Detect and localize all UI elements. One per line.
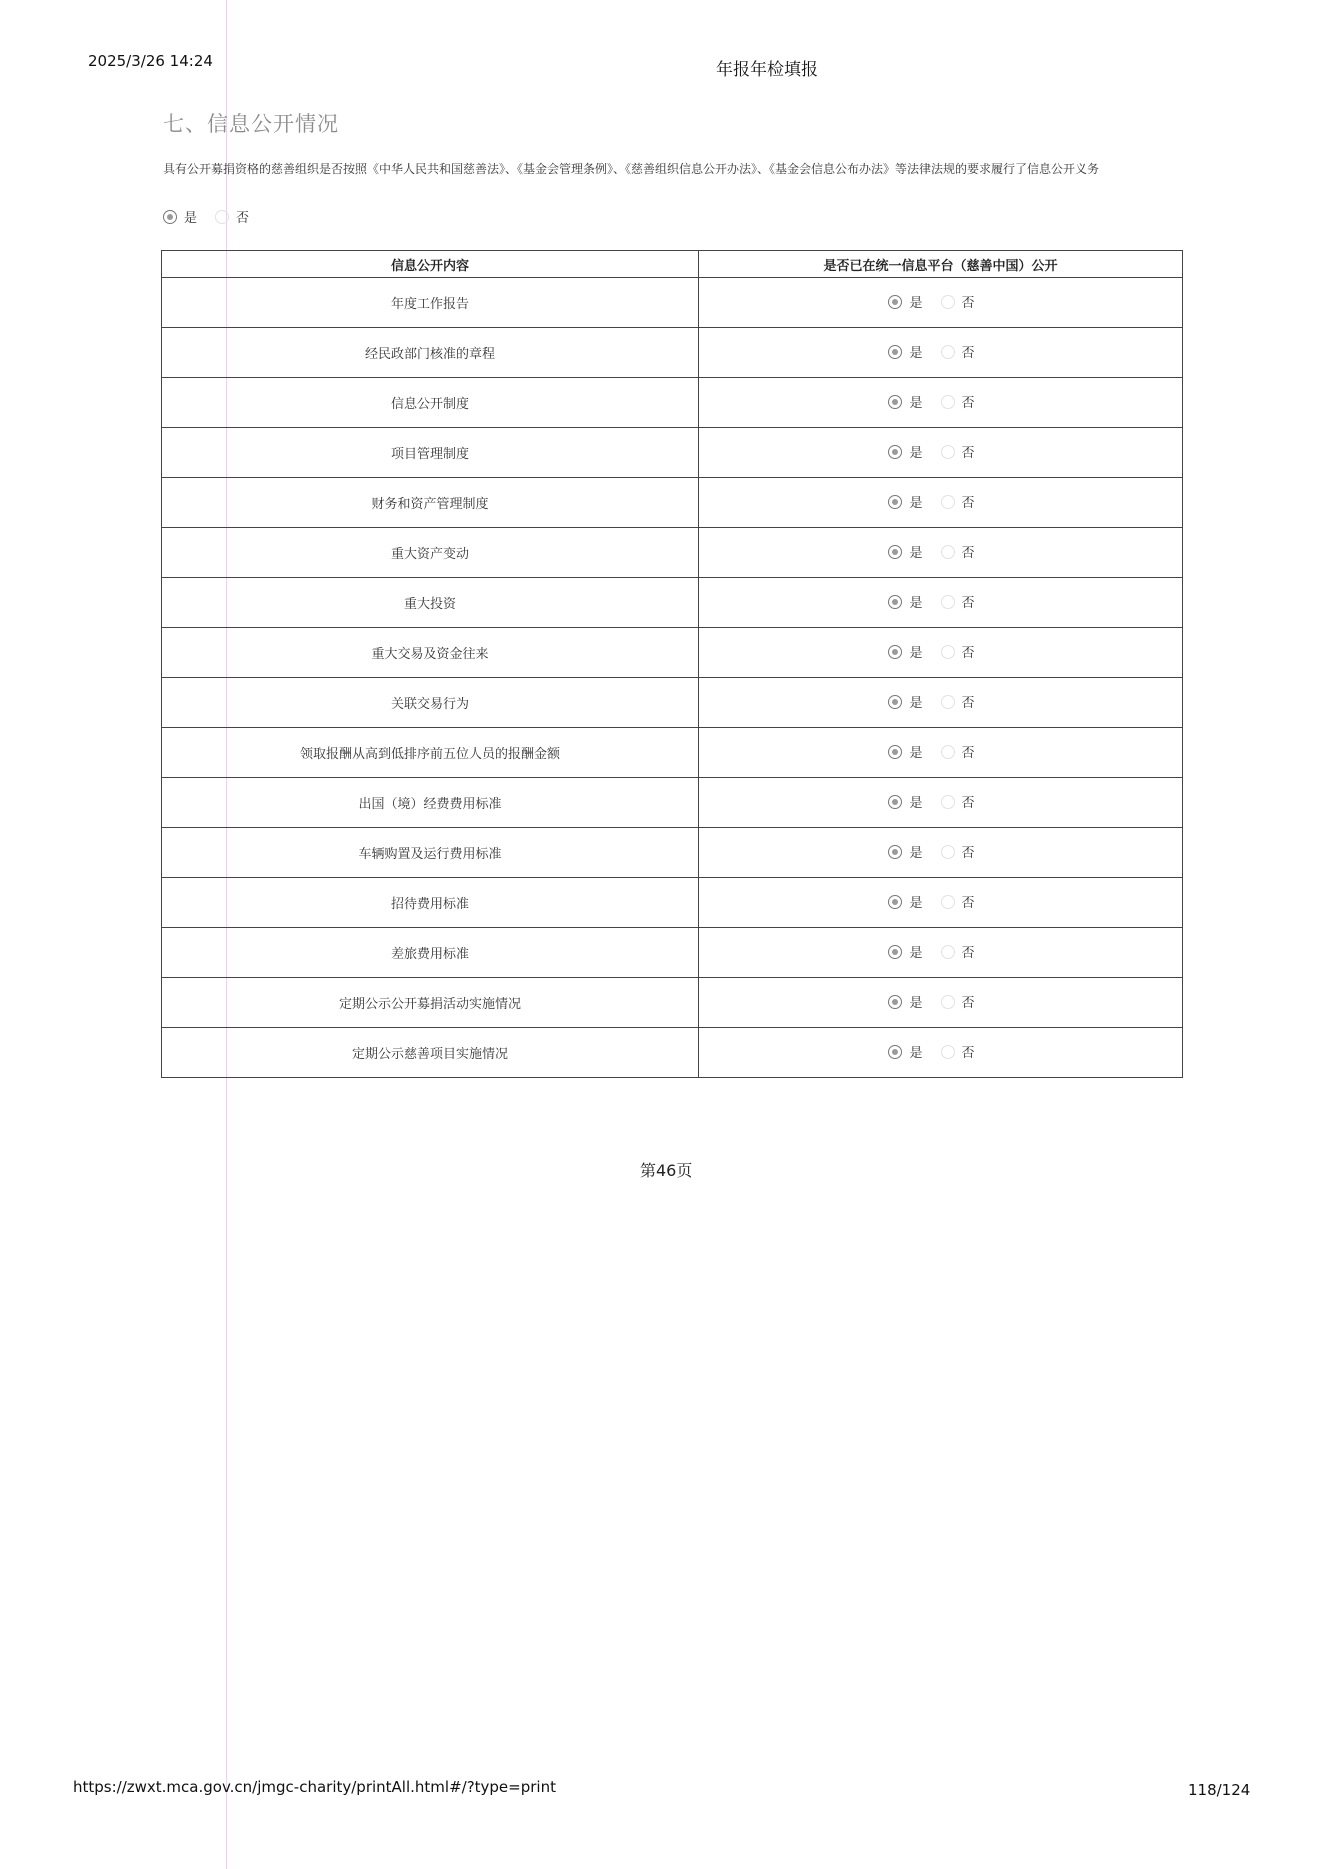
yes-radio[interactable]: [888, 545, 902, 559]
header-published: 是否已在统一信息平台（慈善中国）公开: [699, 251, 1183, 278]
table-row: [162, 728, 1183, 778]
yes-label: 是: [909, 746, 923, 762]
yes-label: 是: [909, 646, 923, 662]
table-row: [162, 428, 1183, 478]
disclosure-item: 招待费用标准: [162, 878, 699, 928]
no-label: 否: [961, 546, 975, 562]
section-title: 七、信息公开情况: [163, 112, 339, 136]
yes-label: 是: [909, 1046, 923, 1062]
yes-label: 是: [909, 846, 923, 862]
disclosure-status: [699, 678, 1183, 728]
yes-label: 是: [909, 446, 923, 462]
disclosure-status: [699, 528, 1183, 578]
yes-radio[interactable]: [888, 795, 902, 809]
yes-radio[interactable]: [888, 645, 902, 659]
yes-radio[interactable]: [888, 345, 902, 359]
radio-group: [888, 542, 992, 561]
disclosure-status: [699, 578, 1183, 628]
no-radio[interactable]: [941, 295, 955, 309]
disclosure-question: 具有公开募捐资格的慈善组织是否按照《中华人民共和国慈善法》、《基金会管理条例》、《慈善组织信息公开办法》、《基金会信息公布办法》等法律法规的要求履行了信息公开义务: [163, 162, 1100, 176]
yes-radio[interactable]: [888, 1045, 902, 1059]
disclosure-status: [699, 478, 1183, 528]
no-label: 否: [961, 396, 975, 412]
footer-page-count: 118/124: [1188, 1781, 1251, 1799]
disclosure-status: [699, 728, 1183, 778]
no-label: 否: [961, 496, 975, 512]
table-row: [162, 378, 1183, 428]
no-label: 否: [961, 946, 975, 962]
radio-group: [888, 842, 992, 861]
disclosure-item: 项目管理制度: [162, 428, 699, 478]
table-row: [162, 578, 1183, 628]
table-row: [162, 328, 1183, 378]
yes-label: 是: [909, 696, 923, 712]
yes-radio[interactable]: [888, 395, 902, 409]
table-row: [162, 778, 1183, 828]
yes-label: 是: [909, 396, 923, 412]
no-label: 否: [961, 296, 975, 312]
no-radio[interactable]: [941, 445, 955, 459]
page-title: 年报年检填报: [716, 60, 818, 80]
yes-radio[interactable]: [888, 695, 902, 709]
disclosure-status: [699, 878, 1183, 928]
answer-no-radio[interactable]: [215, 210, 229, 224]
disclosure-status: [699, 428, 1183, 478]
no-radio[interactable]: [941, 1045, 955, 1059]
yes-radio[interactable]: [888, 495, 902, 509]
disclosure-item: 信息公开制度: [162, 378, 699, 428]
disclosure-item: 出国（境）经费费用标准: [162, 778, 699, 828]
no-label: 否: [961, 996, 975, 1012]
disclosure-table: [161, 250, 1183, 1078]
no-radio[interactable]: [941, 745, 955, 759]
radio-group: [888, 442, 992, 461]
disclosure-item: 年度工作报告: [162, 278, 699, 328]
table-header-row: [162, 251, 1183, 278]
disclosure-item: 差旅费用标准: [162, 928, 699, 978]
radio-group: [888, 742, 992, 761]
table-row: [162, 828, 1183, 878]
radio-group: [888, 792, 992, 811]
disclosure-item: 经民政部门核准的章程: [162, 328, 699, 378]
yes-radio[interactable]: [888, 995, 902, 1009]
no-label: 否: [961, 646, 975, 662]
table-row: [162, 278, 1183, 328]
yes-radio[interactable]: [888, 895, 902, 909]
table-row: [162, 978, 1183, 1028]
no-radio[interactable]: [941, 495, 955, 509]
no-radio[interactable]: [941, 595, 955, 609]
radio-group: [888, 992, 992, 1011]
disclosure-status: [699, 928, 1183, 978]
answer-yes-label: 是: [184, 211, 198, 226]
yes-label: 是: [909, 596, 923, 612]
yes-label: 是: [909, 946, 923, 962]
table-row: [162, 628, 1183, 678]
disclosure-item: 定期公示慈善项目实施情况: [162, 1028, 699, 1078]
yes-radio[interactable]: [888, 945, 902, 959]
no-label: 否: [961, 896, 975, 912]
disclosure-item: 定期公示公开募捐活动实施情况: [162, 978, 699, 1028]
yes-label: 是: [909, 496, 923, 512]
no-radio[interactable]: [941, 895, 955, 909]
answer-yes-radio[interactable]: [163, 210, 177, 224]
no-radio[interactable]: [941, 545, 955, 559]
disclosure-status: [699, 278, 1183, 328]
radio-group: [888, 892, 992, 911]
disclosure-status: [699, 1028, 1183, 1078]
disclosure-status: [699, 978, 1183, 1028]
radio-group: [888, 592, 992, 611]
print-datetime: 2025/3/26 14:24: [88, 52, 213, 70]
footer-url: https://zwxt.mca.gov.cn/jmgc-charity/printAll.html#/?type=print: [73, 1778, 556, 1796]
disclosure-answer-group: [163, 207, 267, 226]
radio-group: [888, 642, 992, 661]
no-radio[interactable]: [941, 995, 955, 1009]
disclosure-item: 关联交易行为: [162, 678, 699, 728]
table-row: [162, 1028, 1183, 1078]
disclosure-item: 重大资产变动: [162, 528, 699, 578]
yes-label: 是: [909, 896, 923, 912]
no-label: 否: [961, 596, 975, 612]
disclosure-status: [699, 328, 1183, 378]
radio-group: [888, 392, 992, 411]
table-row: [162, 878, 1183, 928]
no-radio[interactable]: [941, 945, 955, 959]
disclosure-item: 重大投资: [162, 578, 699, 628]
no-label: 否: [961, 796, 975, 812]
table-row: [162, 928, 1183, 978]
answer-no-label: 否: [236, 211, 250, 226]
disclosure-item: 重大交易及资金往来: [162, 628, 699, 678]
disclosure-item: 领取报酬从高到低排序前五位人员的报酬金额: [162, 728, 699, 778]
table-row: [162, 528, 1183, 578]
no-label: 否: [961, 446, 975, 462]
radio-group: [888, 342, 992, 361]
disclosure-item: 财务和资产管理制度: [162, 478, 699, 528]
no-radio[interactable]: [941, 845, 955, 859]
no-radio[interactable]: [941, 695, 955, 709]
no-label: 否: [961, 1046, 975, 1062]
radio-group: [888, 492, 992, 511]
yes-radio[interactable]: [888, 745, 902, 759]
radio-group: [888, 292, 992, 311]
radio-group: [888, 942, 992, 961]
disclosure-status: [699, 628, 1183, 678]
page-number: 第46页: [640, 1161, 693, 1180]
yes-radio[interactable]: [888, 845, 902, 859]
table-row: [162, 478, 1183, 528]
disclosure-status: [699, 778, 1183, 828]
disclosure-status: [699, 378, 1183, 428]
radio-group: [888, 692, 992, 711]
no-radio[interactable]: [941, 645, 955, 659]
yes-label: 是: [909, 546, 923, 562]
yes-radio[interactable]: [888, 445, 902, 459]
no-label: 否: [961, 696, 975, 712]
disclosure-status: [699, 828, 1183, 878]
no-radio[interactable]: [941, 795, 955, 809]
yes-label: 是: [909, 346, 923, 362]
no-label: 否: [961, 846, 975, 862]
table-row: [162, 678, 1183, 728]
radio-group: [888, 1042, 992, 1061]
no-radio[interactable]: [941, 345, 955, 359]
yes-label: 是: [909, 996, 923, 1012]
yes-label: 是: [909, 296, 923, 312]
yes-label: 是: [909, 796, 923, 812]
header-content: 信息公开内容: [162, 251, 699, 278]
no-label: 否: [961, 746, 975, 762]
no-radio[interactable]: [941, 395, 955, 409]
no-label: 否: [961, 346, 975, 362]
yes-radio[interactable]: [888, 295, 902, 309]
disclosure-item: 车辆购置及运行费用标准: [162, 828, 699, 878]
yes-radio[interactable]: [888, 595, 902, 609]
